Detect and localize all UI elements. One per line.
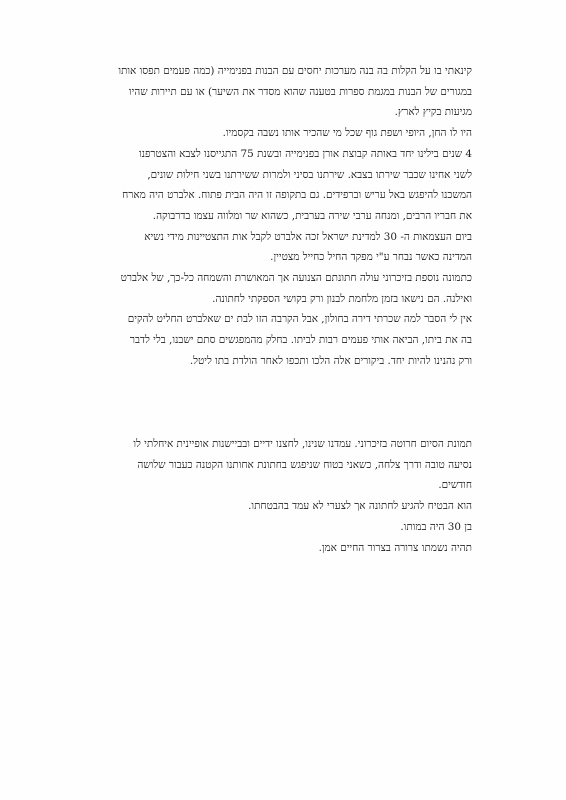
text-line: תמונת הסיום חרוטה בזיכרוני. עמדנו שנינו, לחצנו ידיים ובביישנות אופיינית איחלתי לו [133,438,472,450]
text-line: קינאתי בו על הקלות בה בנה מערכות יחסים עם הבנות בפנימייה (כמה פעמים תפסו אותו [118,65,472,77]
text-line: בן 30 היה במותו. [400,520,472,533]
text-line: ביום העצמאות ה- 30 למדינת ישראל זכה אלברט לקבל אות התצטיינות מידי נשיא [144,230,472,243]
text-line: בה את ביתו, הביאה אותי פעמים רבות לביתו. בחלק מהמפגשים סתם ישבנו, בלי לדבר [129,334,472,347]
text-line: תהיה נשמתו צרורה בצרור החיים אמן. [318,541,472,554]
text-line: המשכנו להיפגש באל עריש וברפידים. גם בתקופה זו היה הבית פתוח. אלברט היה מארח [122,189,472,202]
memoir-text-lower [74,434,472,558]
text-line: במגורים של הבנות במגמת ספרות בטענה שהוא מסדר את השיער) או עם תיירות שהיו [128,85,472,98]
text-line: נסיעה טובה ודרך צלחה, כשאני בטוח שניפגש בחתונת אחותנו הקטנה כעבור שלושה [137,458,472,471]
text-line: כתמונה נוספת בזיכרוני עולה חתונתם הצנועה אך המאושרת והשמחה כל-כך, של אלברט [120,272,472,285]
text-line: את חבריו הרבים, ומנחה ערבי שירה בערבית, כשהוא שר ומלווה עצמו בדרבוקה. [152,209,472,222]
text-line: הוא הבטיח להגיע לחתונה אך לצערי לא עמד בהבטחתו. [248,500,472,513]
text-line: ורק נהנינו להיות יחד. ביקורים אלה הלכו ותכפו לאחר הולדת בתו ליטל. [189,354,472,367]
text-line: אין לי הסבר למה שכרתי דירה בחולון, אבל הקרבה הזו לבת ים שאלברט החליט להקים [127,313,472,326]
text-line: היו לו החן, היופי ושפת גוף שכל מי שהכיר אותו נשבה בקסמיו. [222,127,472,140]
text-line: ואילנה. הם נישאו בזמן מלחמת לבנון ורק בקושי הספקתי לחתונה. [212,292,472,305]
text-line: מגיעות בקיץ לארץ. [394,106,472,119]
text-line: חודשים. [438,479,472,492]
text-line: המדינה כאשר נבחר ע"י מפקד החיל כחייל מצטיין. [270,251,472,264]
text-line: 4 שנים בילינו יחד באותה קבוצת אורן בפנימייה ובשנת 75 התגייסנו לצבא והצטרפנו [138,147,472,160]
memoir-text-upper [74,61,472,372]
text-line: לשני אחינו שכבר שירתו בצבא. שירתנו בסיני ולמרות ששירתנו בשני חילות שונים, [147,168,472,181]
